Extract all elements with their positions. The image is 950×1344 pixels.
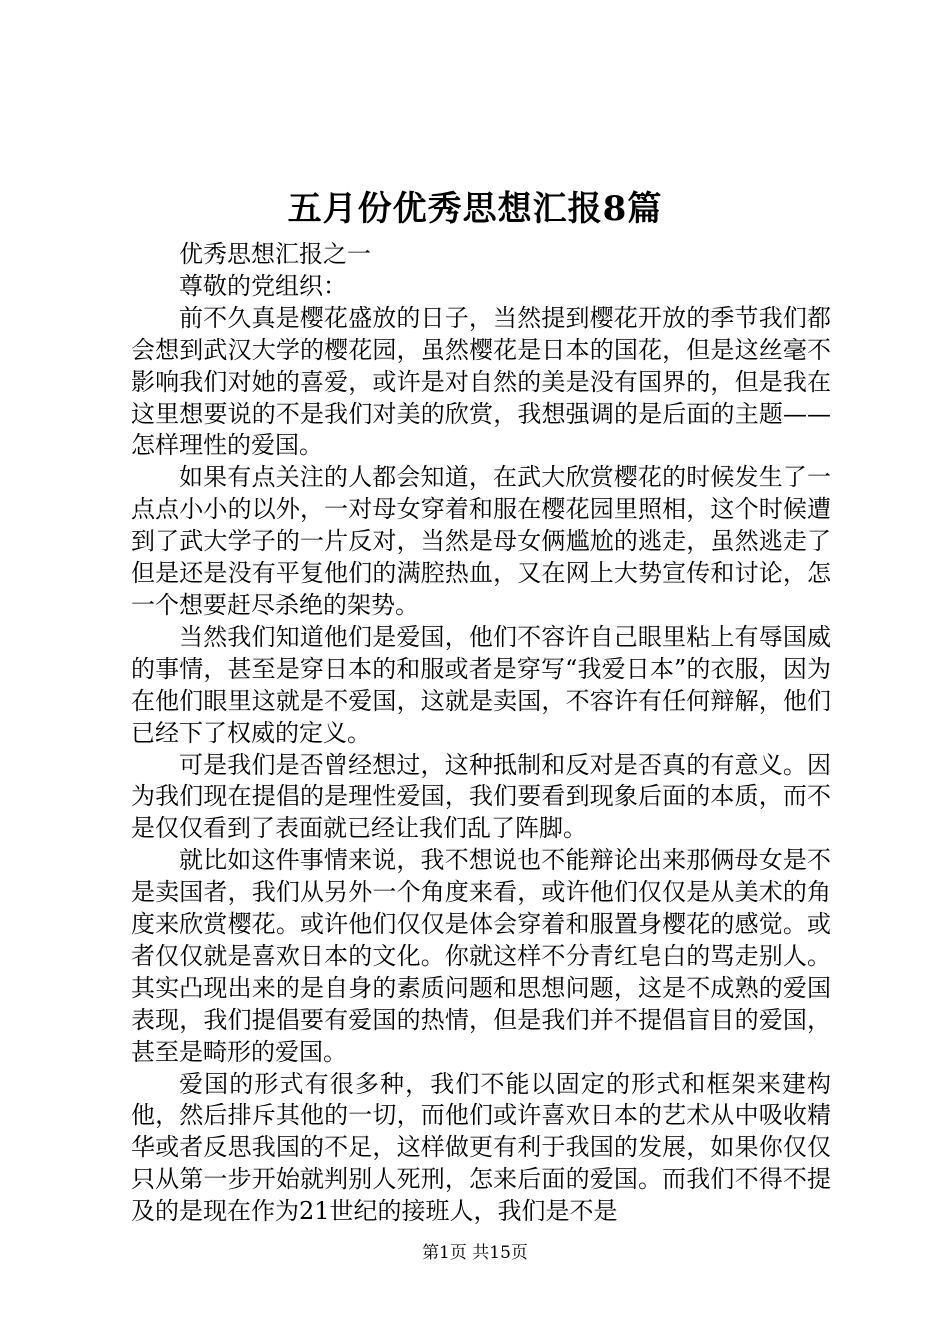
page-number-footer: 第1页 共15页 — [422, 1243, 528, 1263]
document-title: 五月份优秀思想汇报8篇 — [287, 189, 663, 229]
paragraph: 当然我们知道他们是爱国，他们不容许自己眼里粘上有辱国威的事情，甚至是穿日本的和服或者是穿写“我爱日本”的衣服，因为在他们眼里这就是不爱国，这就是卖国，不容许有任何辩解，他们已经下了权威的定义。 — [131, 622, 831, 747]
paragraph: 就比如这件事情来说，我不想说也不能辩论出来那俩母女是不是卖国者，我们从另外一个角度来看，或许他们仅仅是从美术的角度来欣赏樱花。或许他们仅仅是体会穿着和服置身樱花的感觉。或者仅仅就是喜欢日本的文化。你就这样不分青红皂白的骂走别人。其实凸现出来的是自身的素质问题和思想问题，这是不成熟的爱国表现，我们提倡要有爱国的热情，但是我们并不提倡盲目的爱国，甚至是畸形的爱国。 — [131, 846, 831, 1066]
paragraph: 可是我们是否曾经想过，这种抵制和反对是否真的有意义。因为我们现在提倡的是理性爱国，我们要看到现象后面的本质，而不是仅仅看到了表面就已经让我们乱了阵脚。 — [131, 750, 831, 843]
document-body — [131, 239, 831, 1228]
salutation: 尊敬的党组织： — [179, 271, 347, 300]
paragraph: 前不久真是樱花盛放的日子，当然提到樱花开放的季节我们都会想到武汉大学的樱花园，虽然樱花是日本的国花，但是这丝毫不影响我们对她的喜爱，或许是对自然的美是没有国界的，但是我在这里想要说的不是我们对美的欣赏，我想强调的是后面的主题——怎样理性的爱国。 — [131, 303, 831, 460]
paragraph: 爱国的形式有很多种，我们不能以固定的形式和框架来建构他，然后排斥其他的一切，而他们或许喜欢日本的艺术从中吸收精华或者反思我国的不足，这样做更有利于我国的发展，如果你仅仅只从第一步开始就判别人死刑，怎来后面的爱国。而我们不得不提及的是现在作为21世纪的接班人，我们是不是 — [131, 1069, 831, 1226]
section-subtitle: 优秀思想汇报之一 — [179, 240, 371, 268]
paragraph: 如果有点关注的人都会知道，在武大欣赏樱花的时候发生了一点点小小的以外，一对母女穿着和服在樱花园里照相，这个时候遭到了武大学子的一片反对，当然是母女俩尴尬的逃走，虽然逃走了但是还是没有平复他们的满腔热血，又在网上大势宣传和讨论，怎一个想要赶尽杀绝的架势。 — [131, 463, 831, 619]
